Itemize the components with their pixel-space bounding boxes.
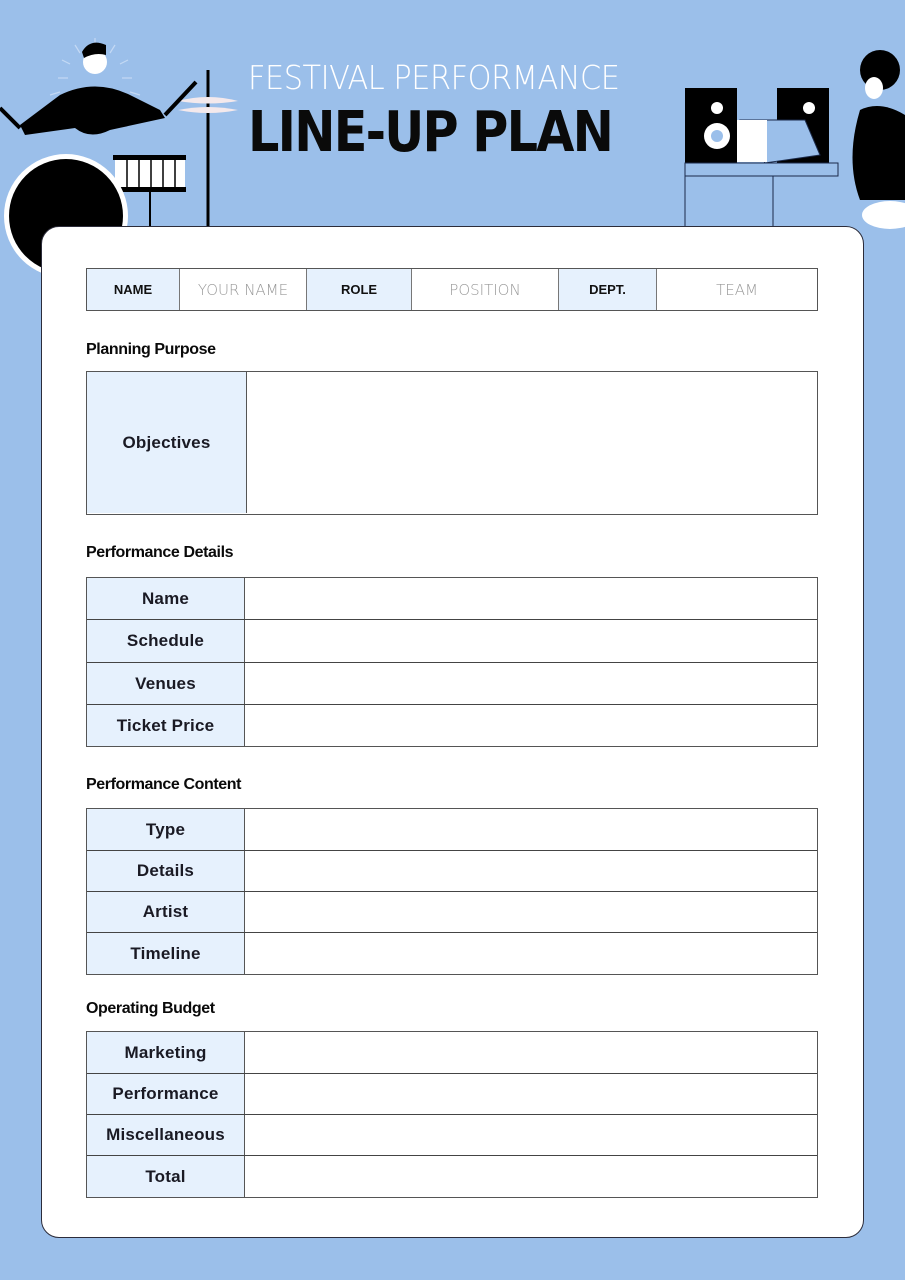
artist-label: Artist <box>87 892 245 932</box>
section-title-operating-budget: Operating Budget <box>86 1000 215 1017</box>
type-label: Type <box>87 809 245 850</box>
table-row <box>87 892 817 933</box>
ticket-price-label: Ticket Price <box>87 705 245 746</box>
planning-purpose-table <box>86 371 818 515</box>
table-row <box>87 933 817 974</box>
dept-label: DEPT. <box>559 269 657 310</box>
type-field[interactable] <box>245 809 817 850</box>
table-row <box>87 1156 817 1197</box>
table-row <box>87 663 817 705</box>
role-label: ROLE <box>307 269 412 310</box>
timeline-field[interactable] <box>245 933 817 974</box>
name-field[interactable]: YOUR NAME <box>180 269 307 310</box>
objectives-field[interactable] <box>247 372 817 513</box>
page-title: LINE-UP PLAN <box>248 100 613 165</box>
table-row <box>87 705 817 746</box>
total-field[interactable] <box>245 1156 817 1197</box>
total-label: Total <box>87 1156 245 1197</box>
section-title-performance-details: Performance Details <box>86 544 234 561</box>
schedule-field[interactable] <box>245 620 817 662</box>
timeline-label: Timeline <box>87 933 245 974</box>
details-label: Details <box>87 851 245 891</box>
performance-budget-field[interactable] <box>245 1074 817 1114</box>
marketing-label: Marketing <box>87 1032 245 1073</box>
artist-field[interactable] <box>245 892 817 932</box>
performance-details-table <box>86 577 818 747</box>
venues-field[interactable] <box>245 663 817 704</box>
miscellaneous-label: Miscellaneous <box>87 1115 245 1155</box>
table-row <box>87 372 817 513</box>
name-row-label: Name <box>87 578 245 619</box>
performance-name-field[interactable] <box>245 578 817 619</box>
table-row <box>87 1074 817 1115</box>
performance-content-table <box>86 808 818 975</box>
venues-label: Venues <box>87 663 245 704</box>
details-field[interactable] <box>245 851 817 891</box>
header-subtitle: FESTIVAL PERFORMANCE <box>248 58 620 97</box>
name-label: NAME <box>87 269 180 310</box>
schedule-label: Schedule <box>87 620 245 662</box>
section-title-performance-content: Performance Content <box>86 776 242 793</box>
table-row <box>87 1115 817 1156</box>
miscellaneous-field[interactable] <box>245 1115 817 1155</box>
table-row <box>87 578 817 620</box>
objectives-label: Objectives <box>87 372 247 513</box>
table-row <box>87 809 817 851</box>
identity-row <box>86 268 818 311</box>
operating-budget-table <box>86 1031 818 1198</box>
table-row <box>87 1032 817 1074</box>
ticket-price-field[interactable] <box>245 705 817 746</box>
table-row <box>87 851 817 892</box>
table-row <box>87 620 817 663</box>
performance-budget-label: Performance <box>87 1074 245 1114</box>
dept-field[interactable]: TEAM <box>657 269 817 310</box>
marketing-field[interactable] <box>245 1032 817 1073</box>
role-field[interactable]: POSITION <box>412 269 559 310</box>
section-title-planning-purpose: Planning Purpose <box>86 341 216 358</box>
